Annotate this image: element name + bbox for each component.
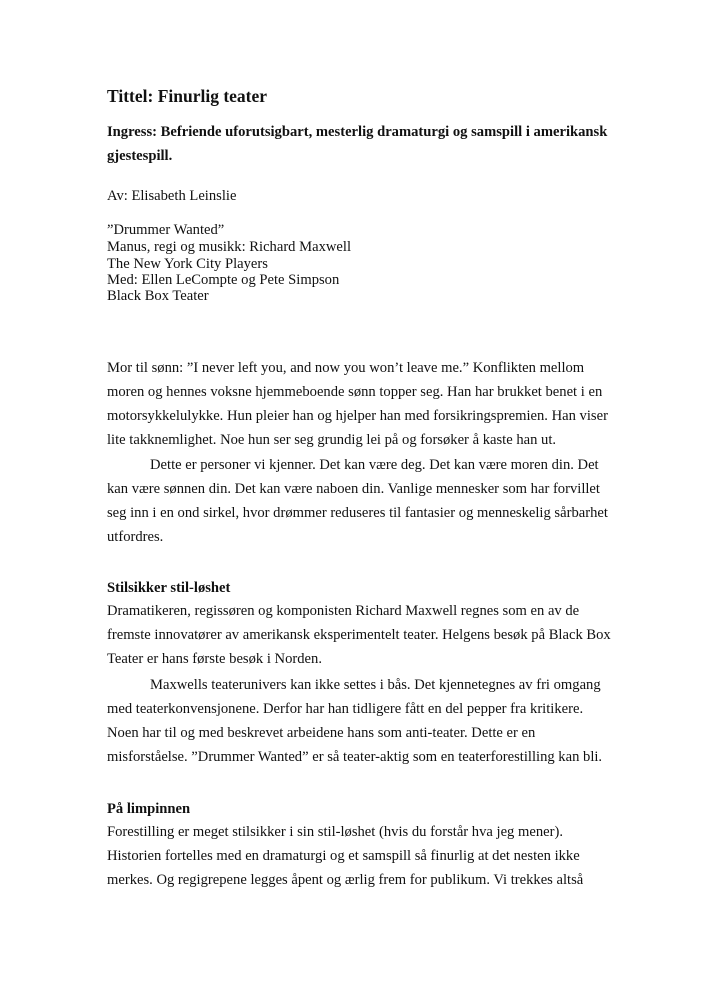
paragraph-line: Historien fortelles med en dramaturgi og et samspill så finurlig at det nesten ikke bbox=[107, 848, 580, 864]
paragraph-line: kan være sønnen din. Det kan være naboen din. Vanlige mennesker som har forvillet bbox=[107, 481, 600, 497]
article-title: Tittel: Finurlig teater bbox=[107, 86, 268, 106]
paragraph-line: med teaterkonvensjonene. Derfor har han tidligere fått en del pepper fra kritikere. bbox=[107, 701, 584, 717]
ingress-line: gjestespill. bbox=[107, 148, 173, 164]
paragraph-line: Dramatikeren, regissøren og komponisten Richard Maxwell regnes som en av de bbox=[107, 603, 580, 619]
credits-line: ”Drummer Wanted” bbox=[107, 222, 225, 238]
paragraph-line: lite takknemlighet. Noe hun ser seg grundig lei på og forsøker å kaste han ut. bbox=[107, 432, 557, 448]
paragraph-line: Noen har til og med beskrevet arbeidene hans som anti-teater. Dette er en bbox=[107, 725, 536, 741]
section-heading: Stilsikker stil-løshet bbox=[107, 580, 231, 596]
ingress-line: Ingress: Befriende uforutsigbart, mesterlig dramaturgi og samspill i amerikansk bbox=[107, 124, 608, 140]
paragraph-line: merkes. Og regigrepene legges åpent og ærlig frem for publikum. Vi trekkes altså bbox=[107, 872, 584, 888]
paragraph-line: seg inn i en ond sirkel, hvor drømmer reduseres til fantasier og menneskelig sårbarhet bbox=[107, 505, 608, 521]
credits-line: Med: Ellen LeCompte og Pete Simpson bbox=[107, 272, 340, 288]
section-heading: På limpinnen bbox=[107, 801, 191, 817]
paragraph-line: Maxwells teaterunivers kan ikke settes i bås. Det kjennetegnes av fri omgang bbox=[150, 677, 601, 693]
paragraph-line: Teater er hans første besøk i Norden. bbox=[107, 651, 322, 667]
paragraph-line: misforståelse. ”Drummer Wanted” er så teater-aktig som en teaterforestilling kan bli. bbox=[107, 749, 603, 765]
paragraph-line: Forestilling er meget stilsikker i sin stil-løshet (hvis du forstår hva jeg mener). bbox=[107, 824, 563, 840]
credits-line: The New York City Players bbox=[107, 256, 268, 272]
paragraph-line: moren og hennes voksne hjemmeboende sønn topper seg. Han har brukket benet i en bbox=[107, 384, 603, 400]
paragraph-line: Mor til sønn: ”I never left you, and now you won’t leave me.” Konflikten mellom bbox=[107, 360, 585, 376]
credits-line: Manus, regi og musikk: Richard Maxwell bbox=[107, 239, 352, 255]
paragraph-line: motorsykkelulykke. Hun pleier han og hjelper han med forsikringspremien. Han viser bbox=[107, 408, 608, 424]
paragraph-line: Dette er personer vi kjenner. Det kan være deg. Det kan være moren din. Det bbox=[150, 457, 599, 473]
credits-line: Black Box Teater bbox=[107, 288, 209, 304]
paragraph-line: utfordres. bbox=[107, 529, 164, 545]
byline: Av: Elisabeth Leinslie bbox=[107, 188, 237, 204]
paragraph-line: fremste innovatører av amerikansk eksperimentelt teater. Helgens besøk på Black Box bbox=[107, 627, 611, 643]
